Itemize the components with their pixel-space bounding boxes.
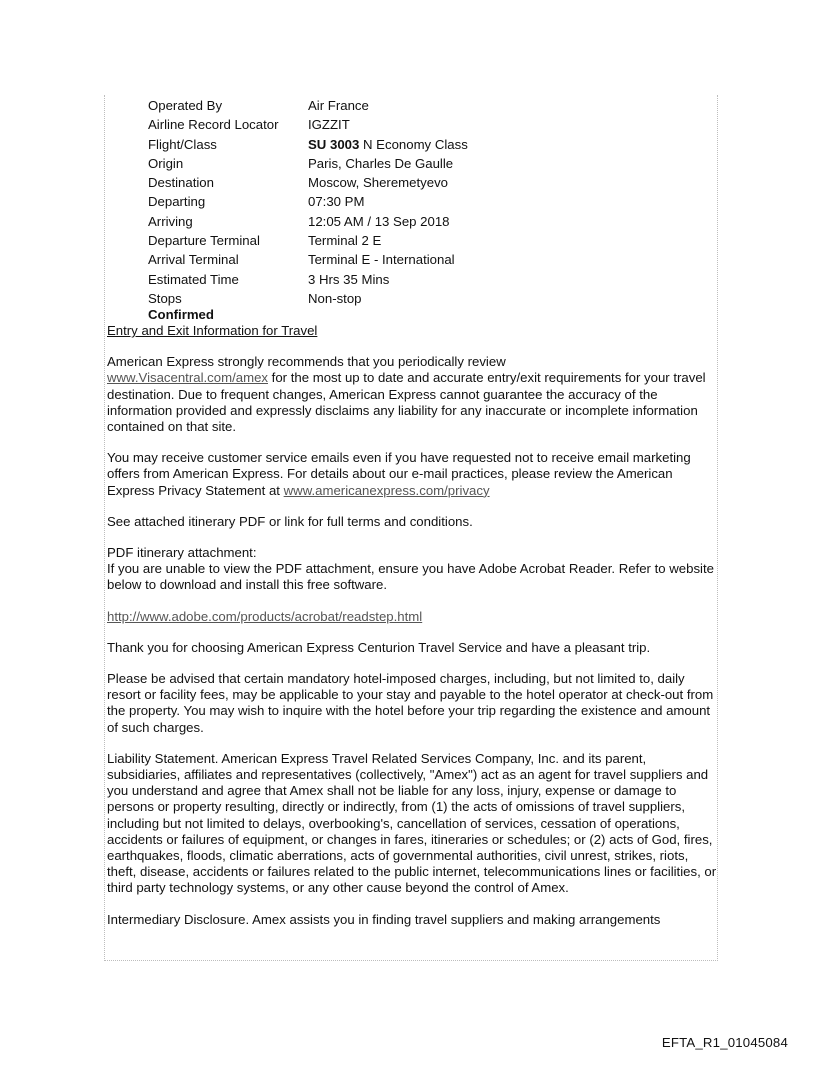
detail-value: Moscow, Sheremetyevo (308, 175, 448, 191)
detail-value: Terminal 2 E (308, 233, 382, 249)
detail-row-record-locator (148, 115, 468, 134)
privacy-text: You may receive customer service emails even if you have requested not to receive email marketing offers from American Express. For details about our e-mail practices, please review the American Express Privacy Statement at (107, 450, 691, 498)
hotel-charges-paragraph: Please be advised that certain mandatory hotel-imposed charges, including, but not limited to, daily resort or facility fees, may be applicable to your stay and payable to the hotel operator at check-out from the property. You may wish to inquire with the hotel before your trip regarding the existence and amount of such charges. (107, 671, 714, 735)
detail-label: Airline Record Locator (148, 117, 279, 133)
detail-value (308, 135, 468, 154)
detail-row-estimated-time (148, 270, 468, 289)
detail-value: Air France (308, 98, 369, 113)
entry-exit-heading (107, 323, 717, 339)
detail-row-origin (148, 154, 468, 173)
detail-value: 07:30 PM (308, 194, 365, 210)
detail-label: Origin (148, 155, 184, 171)
detail-label: Operated By (148, 98, 223, 113)
flight-details-table (148, 96, 468, 308)
detail-row-arriving (148, 212, 468, 231)
detail-row-operated-by (148, 96, 468, 115)
visa-text-end: for the most up to date and accurate entry/exit requirements for your travel destination. Due to frequent changes, American Express cannot guarantee the accuracy of the information provided and expressly disclaims any liability for any inaccurate or incomplete information contained on that site. (107, 370, 706, 435)
detail-value: 3 Hrs 35 Mins (308, 271, 390, 287)
adobe-link-paragraph (107, 609, 717, 625)
flight-class: N Economy Class (359, 136, 468, 152)
pdf-instructions: If you are unable to view the PDF attachment, ensure you have Adobe Acrobat Reader. Refer to website below to download and install this free software. (107, 561, 714, 593)
entry-exit-heading-text: Entry and Exit Information for Travel (107, 323, 318, 338)
detail-row-departure-terminal (148, 231, 468, 250)
detail-row-departing (148, 192, 468, 211)
email-body (107, 323, 717, 928)
detail-label: Departure Terminal (148, 233, 260, 249)
intermediary-paragraph: Intermediary Disclosure. Amex assists you in finding travel suppliers and making arrangements (107, 911, 661, 927)
detail-label: Destination (148, 175, 214, 191)
detail-row-flight-class (148, 135, 468, 154)
detail-label: Arriving (148, 213, 193, 229)
visa-text-start: American Express strongly recommends that you periodically review (107, 354, 506, 370)
detail-value: Terminal E - International (308, 252, 455, 268)
detail-value: 12:05 AM / 13 Sep 2018 (308, 213, 450, 229)
thank-you-paragraph: Thank you for choosing American Express Centurion Travel Service and have a pleasant trip. (107, 639, 651, 655)
detail-label: Arrival Terminal (148, 252, 239, 268)
detail-value: Non-stop (308, 290, 362, 306)
adobe-link[interactable]: http://www.adobe.com/products/acrobat/readstep.html (107, 608, 423, 624)
pdf-paragraph (107, 545, 717, 594)
visa-paragraph (107, 354, 717, 435)
privacy-paragraph (107, 450, 717, 499)
liability-paragraph: Liability Statement. American Express Travel Related Services Company, Inc. and its parent, subsidiaries, affiliates and representatives (collectively, "Amex") act as an agent for travel suppliers and you understand and agree that Amex shall not be liable for any loss, injury, expense or damage to persons or property resulting, directly or indirectly, from (1) the acts of omissions of travel suppliers, including but not limited to delays, overbooking's, cancellation of services, cessation of operations, accidents or failures of equipment, or changes in fares, itineraries or schedules; or (2) acts of God, fires, earthquakes, floods, climatic aberrations, acts of governmental authorities, civil unrest, strikes, riots, theft, disease, accidents or failures related to the public internet, telecommunications lines or facilities, or third party technology systems, or any other cause beyond the control of Amex. (107, 750, 717, 896)
pdf-heading: PDF itinerary attachment: (107, 545, 257, 561)
document-id: EFTA_R1_01045084 (661, 1035, 788, 1050)
detail-label: Estimated Time (148, 271, 239, 287)
terms-paragraph: See attached itinerary PDF or link for full terms and conditions. (107, 513, 473, 529)
detail-label: Stops (148, 290, 182, 306)
privacy-link[interactable]: www.americanexpress.com/privacy (283, 482, 490, 498)
detail-label: Flight/Class (148, 136, 217, 152)
detail-value: IGZZIT (308, 117, 350, 133)
visacentral-link[interactable]: www.Visacentral.com/amex (107, 370, 268, 386)
detail-row-destination (148, 173, 468, 192)
detail-label: Departing (148, 194, 206, 210)
booking-status: Confirmed (148, 307, 214, 322)
detail-row-arrival-terminal (148, 250, 468, 269)
flight-number: SU 3003 (308, 136, 360, 152)
detail-value: Paris, Charles De Gaulle (308, 155, 454, 171)
